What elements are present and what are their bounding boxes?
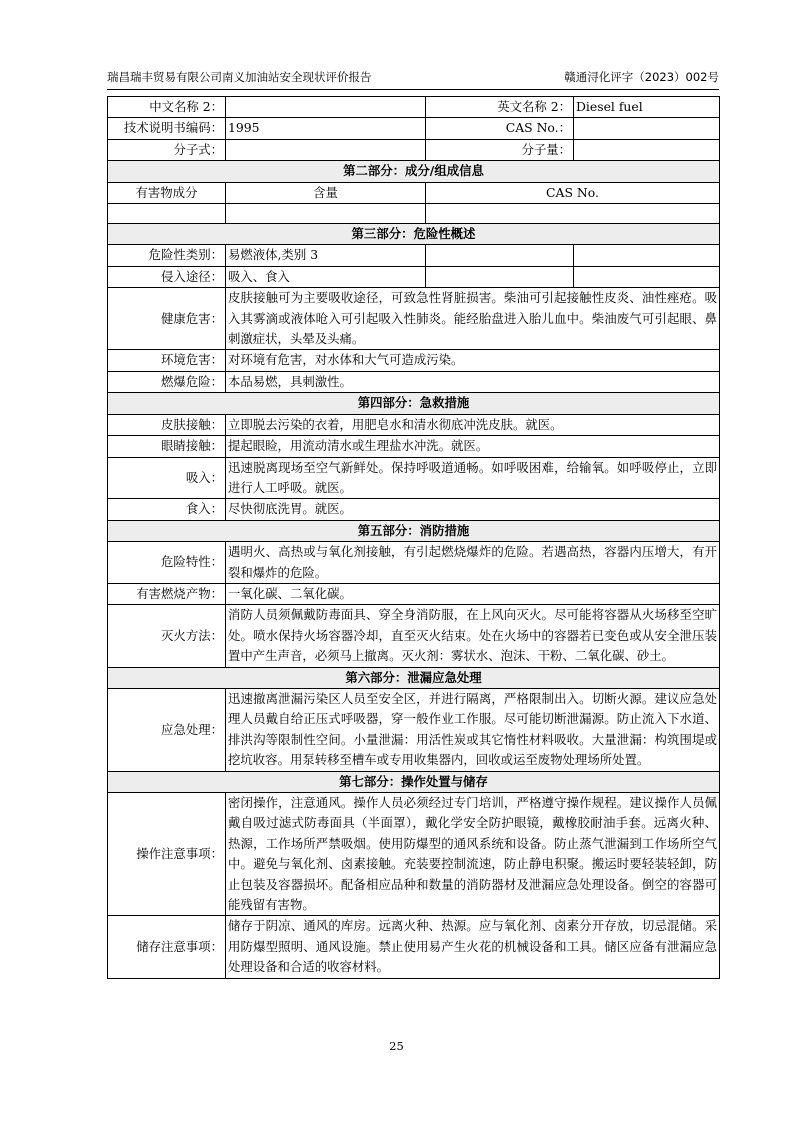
row-label: 健康危害：: [108, 288, 226, 350]
row-value: 一氧化碳、二氧化碳。: [226, 583, 720, 604]
cas-label: CAS No.：: [426, 118, 574, 139]
row-value: 迅速撤离泄漏污染区人员至安全区，并进行隔离，严格限制出入。切断火源。建议应急处理人员戴自给正压式呼吸器，穿一般作业工作服。尽可能切断泄漏源。防止流入下水道、排洪沟等限制性空间。小量泄漏：用活性炭或其它惰性材料吸收。大量泄漏：构筑围堤或挖坑收容。用泵转移至槽车或专用收集器内，回收或运至废物处理场所处置。: [226, 688, 720, 771]
mw-value: [574, 139, 720, 160]
table-row: [108, 350, 720, 371]
row-value: 消防人员须佩戴防毒面具、穿全身消防服，在上风向灭火。尽可能将容器从火场移至空旷处。喷水保持火场容器冷却，直至灭火结束。处在火场中的容器若已变色或从安全泄压装置中产生声音，必须马上撤离。灭火剂：雾状水、泡沫、干粉、二氧化碳、砂土。: [226, 605, 720, 667]
col-component: 有害物成分: [108, 182, 226, 203]
section-title: 第二部分：成分/组成信息: [108, 161, 720, 182]
section-title: 第四部分：急救措施: [108, 393, 720, 414]
section-title: 第六部分：泄漏应急处理: [108, 667, 720, 688]
table-row: [108, 414, 720, 435]
row-label: 侵入途径：: [108, 266, 226, 287]
section-title: 第七部分：操作处置与储存: [108, 771, 720, 792]
row-value: 迅速脱离现场至空气新鲜处。保持呼吸道通畅。如呼吸困难，给输氧。如呼吸停止，立即进行人工呼吸。就医。: [226, 457, 720, 499]
table-row: [108, 371, 720, 392]
empty-cell: [426, 204, 720, 224]
spec-code-value: 1995: [226, 118, 426, 139]
row-label: 危险性类别：: [108, 245, 226, 266]
empty-cell: [226, 204, 426, 224]
report-title: 瑞昌瑞丰贸易有限公司南义加油站安全现状评价报告: [107, 70, 372, 84]
table-row: [108, 605, 720, 667]
report-number: 赣通浔化评字（2023）002号: [564, 70, 719, 84]
row-value: 提起眼睑，用流动清水或生理盐水冲洗。就医。: [226, 436, 720, 457]
table-row: [108, 457, 720, 499]
row-label: 应急处理：: [108, 688, 226, 771]
row-label: 危险特性：: [108, 542, 226, 584]
mw-label: 分子量：: [426, 139, 574, 160]
section-title: 第三部分：危险性概述: [108, 224, 720, 245]
row-label: 眼睛接触：: [108, 436, 226, 457]
row-label: 储存注意事项：: [108, 916, 226, 978]
table-row: [108, 499, 720, 520]
row-label: 有害燃烧产物：: [108, 583, 226, 604]
row-value: 易燃液体,类别 3: [226, 245, 426, 266]
identity-row: [108, 97, 720, 118]
col-content: 含量: [226, 182, 426, 203]
row-label: 操作注意事项：: [108, 793, 226, 916]
section-title: 第五部分：消防措施: [108, 520, 720, 541]
header-divider: [107, 89, 719, 90]
sds-table: [107, 96, 720, 979]
table-row: [108, 288, 720, 350]
cn-name2-value: [226, 97, 426, 118]
table-row: [108, 436, 720, 457]
row-value: 密闭操作，注意通风。操作人员必须经过专门培训，严格遵守操作规程。建议操作人员佩戴自吸过滤式防毒面具（半面罩），戴化学安全防护眼镜，戴橡胶耐油手套。远离火种、热源，工作场所严禁吸烟。使用防爆型的通风系统和设备。防止蒸气泄漏到工作场所空气中。避免与氧化剂、卤素接触。充装要控制流速，防止静电积聚。搬运时要轻装轻卸，防止包装及容器损坏。配备相应品种和数量的消防器材及泄漏应急处理设备。倒空的容器可能残留有害物。: [226, 793, 720, 916]
empty-cell: [574, 245, 720, 266]
row-value: 对环境有危害，对水体和大气可造成污染。: [226, 350, 720, 371]
row-label: 燃爆危险：: [108, 371, 226, 392]
row-label: 环境危害：: [108, 350, 226, 371]
empty-cell: [426, 245, 574, 266]
row-label: 吸入：: [108, 457, 226, 499]
en-name2-value: Diesel fuel: [574, 97, 720, 118]
empty-cell: [426, 266, 574, 287]
row-value: 本品易燃，具刺激性。: [226, 371, 720, 392]
composition-empty-row: [108, 204, 720, 224]
row-value: 尽快彻底洗胃。就医。: [226, 499, 720, 520]
identity-row: [108, 139, 720, 160]
formula-label: 分子式：: [108, 139, 226, 160]
page-number: 25: [389, 1039, 404, 1053]
col-cas: CAS No.: [426, 182, 720, 203]
row-value: 储存于阴凉、通风的库房。远离火种、热源。应与氧化剂、卤素分开存放，切忌混储。采用防爆型照明、通风设施。禁止使用易产生火花的机械设备和工具。储区应备有泄漏应急处理设备和合适的收容材料。: [226, 916, 720, 978]
identity-row: [108, 118, 720, 139]
row-value: 立即脱去污染的衣着，用肥皂水和清水彻底冲洗皮肤。就医。: [226, 414, 720, 435]
row-value: 皮肤接触可为主要吸收途径，可致急性肾脏损害。柴油可引起接触性皮炎、油性痤疮。吸入其雾滴或液体呛入可引起吸入性肺炎。能经胎盘进入胎儿血中。柴油废气可引起眼、鼻刺激症状，头晕及头痛。: [226, 288, 720, 350]
empty-cell: [108, 204, 226, 224]
table-row: [108, 542, 720, 584]
empty-cell: [574, 266, 720, 287]
row-value: 遇明火、高热或与氧化剂接触，有引起燃烧爆炸的危险。若遇高热，容器内压增大，有开裂和爆炸的危险。: [226, 542, 720, 584]
composition-header-row: [108, 182, 720, 203]
row-label: 食入：: [108, 499, 226, 520]
table-row: [108, 245, 720, 266]
formula-value: [226, 139, 426, 160]
table-row: [108, 266, 720, 287]
row-value: 吸入、食入: [226, 266, 426, 287]
table-row: [108, 688, 720, 771]
table-row: [108, 793, 720, 916]
row-label: 皮肤接触：: [108, 414, 226, 435]
table-row: [108, 583, 720, 604]
cn-name2-label: 中文名称 2：: [108, 97, 226, 118]
en-name2-label: 英文名称 2：: [426, 97, 574, 118]
cas-value: [574, 118, 720, 139]
table-row: [108, 916, 720, 978]
spec-code-label: 技术说明书编码：: [108, 118, 226, 139]
row-label: 灭火方法：: [108, 605, 226, 667]
